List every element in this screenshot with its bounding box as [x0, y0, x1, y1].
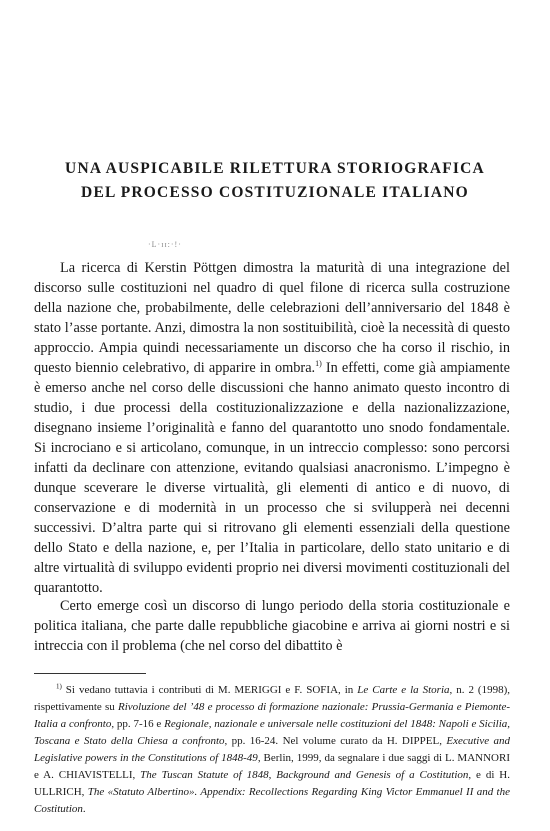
footnote-title-1: Le Carte e la Storia — [357, 684, 450, 696]
footnote-text-5: , Berlin, 1999, da segnalare i due saggi di L. MANNORI e A. CHIAVISTELLI, — [34, 752, 510, 781]
chapter-title-line-2: DEL PROCESSO COSTITUZIONALE ITALIANO — [81, 184, 469, 201]
paragraph-1-text-a: La ricerca di Kerstin Pöttgen dimostra la maturità di una integrazione del discorso sulle costituzioni nel quadro di quel filone di ricerca sulla costruzione della nazione che, probabilmente, delle celebrazioni dell’anniversario del 1848 è stato l’asse portante. Anzi, dimostra la non sostituibilità, cioè la necessità di questo approccio. Ampia quindi necessariamente un discorso che ha corso il rischio, in questo biennio celebrativo, di apparire in ombra. — [34, 260, 510, 376]
footnote-title-2: Rivoluzione del ’48 e processo di formazione nazionale: Prussia-Germania e Piemonte-Italia a confronto — [34, 701, 510, 730]
footnote-title-5: The Tuscan Statute of 1848, Background and Genesis of a Costitution — [140, 769, 469, 781]
footnote-reference-1: 1) — [315, 359, 322, 369]
footnote-text-6: , e di H. ULLRICH, — [34, 769, 510, 798]
footnote-1 — [34, 682, 510, 818]
footnote-text-1: Si vedano tuttavia i contributi di M. MERIGGI e F. SOFIA, in — [61, 684, 358, 696]
footnote-text-7: . — [82, 803, 86, 815]
footnote-title-4: Executive and Legislative powers in the Constitutions of 1848-49 — [34, 735, 510, 764]
body-paragraph-1 — [34, 258, 510, 598]
chapter-title-line-1: UNA AUSPICABILE RILETTURA STORIOGRAFICA — [65, 160, 485, 177]
footnote-title-6: The «Statuto Albertino». Appendix: Recollections Regarding King Victor Emmanuel II and the Costitution — [34, 786, 510, 815]
body-paragraph-2: Certo emerge così un discorso di lungo periodo della storia costituzionale e politica italiana, che parte dalle repubbliche giacobine e arriva ai giorni nostri e si intreccia con il problema (che nel corso del dibattito è — [34, 598, 510, 654]
footnote-separator — [34, 673, 146, 674]
ink-smudge: ·L·ɪɪ:·!· — [148, 240, 182, 249]
paragraph-1-text-b: In effetti, come già ampiamente è emerso anche nel corso delle discussioni che hanno animato questo incontro di studio, i due processi della costituzionalizzazione e della nazionalizzazione, disegnano insieme l’originalità e fanno del quarantotto uno snodo fondamentale. Si incrociano e si articolano, comunque, in un intreccio complesso: sono percorsi infatti da declinare con attenzione, evitando qualsiasi anacronismo. L’impegno è dunque sceverare le diverse virtualità, gli elementi di antico e di nuovo, di conservazione e di modernità in un processo che si svilupperà nei decenni successivi. D’altra parte qui si ritrovano gli elementi essenziali della questione dello Stato e della nazione, e, per l’Italia in particolare, dello stato unitario e di altre virtualità di sviluppo evidenti proprio nei diversi movimenti costituzionali del quarantotto. — [34, 360, 510, 596]
footnote-text-4: , pp. 16-24. Nel volume curato da H. DIPPEL, — [224, 735, 447, 747]
footnote-title-3: Regionale, nazionale e universale nelle costituzioni del 1848: Napoli e Sicilia, Toscana e Stato della Chiesa a confronto — [34, 718, 511, 747]
footnote-text-2: , n. 2 (1998), rispettivamente su — [34, 684, 511, 713]
footnote-number: 1) — [56, 682, 62, 691]
footnote-text-3: , pp. 7-16 e — [111, 718, 165, 730]
